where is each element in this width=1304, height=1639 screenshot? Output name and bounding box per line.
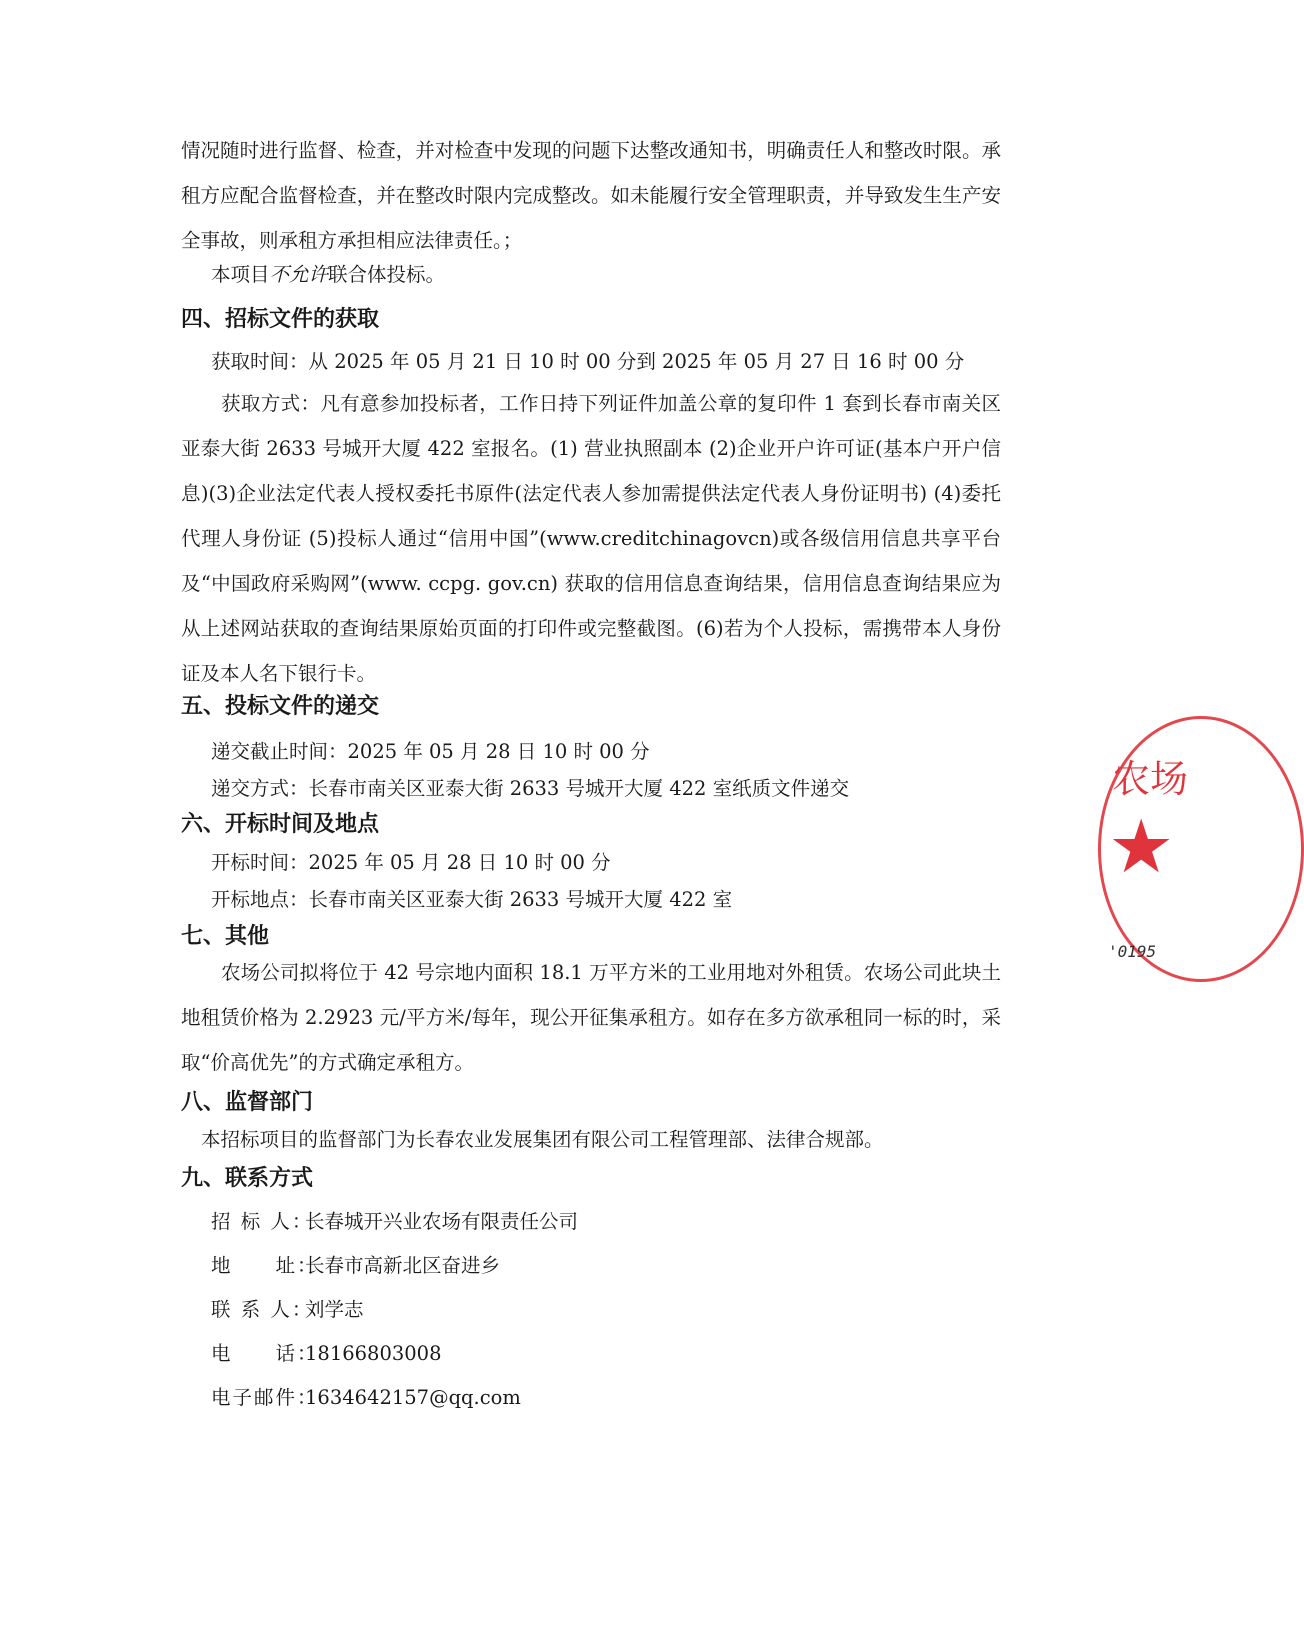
consortium-prefix: 本项目 bbox=[211, 263, 270, 286]
contact-bidder bbox=[211, 1208, 578, 1236]
s5-deadline: 递交截止时间：2025 年 05 月 28 日 10 时 00 分 bbox=[211, 740, 650, 763]
s8-text: 本招标项目的监督部门为长春农业发展集团有限公司工程管理部、法律合规部。 bbox=[201, 1128, 884, 1151]
consortium-line bbox=[211, 261, 1011, 289]
s4-method: 获取方式：凡有意参加投标者，工作日持下列证件加盖公章的复印件 1 套到长春市南关区亚泰大街 2633 号城开大厦 422 室报名。(1) 营业执照副本 (2)企业开户许可证(基本户开户信息)(3)企业法定代表人授权委托书原件(法定代表人参加需提供法定代表人身份证明书) (4)委托代理人身份证 (5)投标人通过“信用中国”(www.creditchinagovcn)或各级信用信息共享平台及“中国政府采购网”(www. ccpg. gov.cn) 获取的信用信息查询结果，信用信息查询结果应为从上述网站获取的查询结果原始页面的打印件或完整截图。(6)若为个人投标，需携带本人身份证及本人名下银行卡。 bbox=[181, 392, 1001, 685]
s4-time: 获取时间：从 2025 年 05 月 21 日 10 时 00 分到 2025 年 05 月 27 日 16 时 00 分 bbox=[211, 350, 965, 373]
section-5-title: 五、投标文件的递交 bbox=[181, 694, 380, 719]
s6-place: 开标地点：长春市南关区亚泰大街 2633 号城开大厦 422 室 bbox=[211, 888, 733, 911]
section-8-title: 八、监督部门 bbox=[181, 1090, 314, 1115]
contact-address bbox=[211, 1252, 500, 1280]
contact-label: 联 系 人： bbox=[211, 1298, 314, 1321]
contact-email bbox=[211, 1384, 521, 1412]
contact-person bbox=[211, 1296, 364, 1324]
s5-method: 递交方式：长春市南关区亚泰大街 2633 号城开大厦 422 室纸质文件递交 bbox=[211, 777, 850, 800]
section-4-title: 四、招标文件的获取 bbox=[181, 307, 380, 332]
contact-label: 电子邮件： bbox=[211, 1386, 319, 1409]
contact-value: 长春市高新北区奋进乡 bbox=[305, 1254, 501, 1277]
section-9-title: 九、联系方式 bbox=[181, 1166, 314, 1191]
seal-code: '0195 bbox=[1108, 942, 1157, 961]
contact-label: 招 标 人： bbox=[211, 1210, 314, 1233]
seal-star-icon: ★ bbox=[1108, 804, 1175, 890]
section-7-title: 七、其他 bbox=[181, 924, 270, 949]
s6-time: 开标时间：2025 年 05 月 28 日 10 时 00 分 bbox=[211, 851, 611, 874]
contact-value: 长春城开兴业农场有限责任公司 bbox=[305, 1210, 579, 1233]
intro-paragraph: 情况随时进行监督、检查，并对检查中发现的问题下达整改通知书，明确责任人和整改时限。承租方应配合监督检查，并在整改时限内完成整改。如未能履行安全管理职责，并导致发生生产安全事故，则承租方承担相应法律责任。； bbox=[181, 139, 1001, 252]
consortium-italic: 不允许 bbox=[269, 263, 329, 286]
seal-text: 农场 bbox=[1112, 757, 1189, 801]
contact-value: 刘学志 bbox=[305, 1298, 364, 1321]
contact-label: 地 址： bbox=[211, 1254, 319, 1277]
contact-label: 电 话： bbox=[211, 1342, 319, 1365]
contact-value: 18166803008 bbox=[305, 1342, 442, 1365]
s7-text: 农场公司拟将位于 42 号宗地内面积 18.1 万平方米的工业用地对外租赁。农场公司此块土地租赁价格为 2.2923 元/平方米/每年，现公开征集承租方。如存在多方欲承租同一标的时，采取“价高优先”的方式确定承租方。 bbox=[181, 961, 1001, 1074]
section-6-title: 六、开标时间及地点 bbox=[181, 812, 380, 837]
contact-phone bbox=[211, 1340, 441, 1368]
contact-value: 1634642157@qq.com bbox=[305, 1386, 521, 1409]
consortium-suffix: 联合体投标。 bbox=[328, 263, 446, 286]
